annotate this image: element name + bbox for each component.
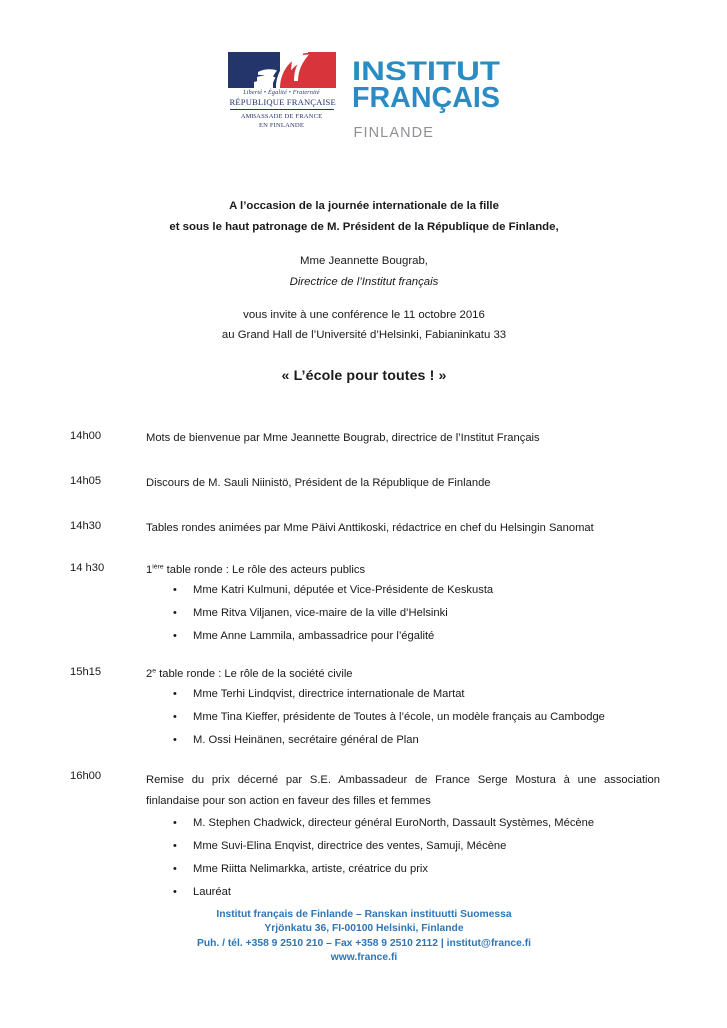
schedule-body xyxy=(146,562,660,648)
bullet-icon: • xyxy=(173,607,177,619)
round-heading-text: table ronde : Le rôle de la société civile xyxy=(156,668,353,680)
schedule-text: Discours de M. Sauli Niinistö, Président de la République de Finlande xyxy=(146,477,491,489)
round-heading-text: table ronde : Le rôle des acteurs publics xyxy=(163,564,366,576)
letterhead-logos xyxy=(0,52,727,141)
schedule-row xyxy=(70,520,660,537)
schedule-text: Mots de bienvenue par Mme Jeannette Bougrab, directrice de l’Institut Français xyxy=(146,432,540,444)
list-item xyxy=(146,706,660,729)
spacer xyxy=(70,447,660,475)
list-item xyxy=(146,625,660,648)
logo-group xyxy=(226,52,502,141)
svg-text:FRANÇAIS: FRANÇAIS xyxy=(351,82,500,114)
participant-name: M. Ossi Heinänen, secrétaire général de Plan xyxy=(193,734,419,746)
bullet-icon: • xyxy=(173,817,177,829)
list-item xyxy=(146,858,660,881)
list-item xyxy=(146,602,660,625)
institut-country-label: FINLANDE xyxy=(353,125,435,141)
schedule-time: 14 h30 xyxy=(70,562,105,574)
round-ordinal-suffix: ière xyxy=(152,563,164,571)
schedule-row xyxy=(70,562,660,648)
host-name: Mme Jeannette Bougrab, xyxy=(300,255,428,267)
list-item xyxy=(146,579,660,602)
schedule-body xyxy=(146,520,660,537)
bullet-icon: • xyxy=(173,630,177,642)
schedule-body xyxy=(146,666,660,752)
round-heading xyxy=(146,562,660,579)
list-item xyxy=(146,881,660,904)
invitation-line-1: vous invite à une conférence le 11 octobre 2016 xyxy=(243,309,485,321)
spacer xyxy=(70,648,660,666)
participant-name: Mme Katri Kulmuni, députée et Vice-Présidente de Keskusta xyxy=(193,584,494,596)
schedule-body xyxy=(146,770,660,904)
conference-title: « L’école pour toutes ! » xyxy=(281,368,447,384)
schedule-body xyxy=(146,430,660,447)
participant-name: M. Stephen Chadwick, directeur général EuroNorth, Dassault Systèmes, Mécène xyxy=(193,817,595,829)
participant-list xyxy=(146,812,660,904)
bullet-icon: • xyxy=(173,688,177,700)
round-heading xyxy=(146,666,660,683)
footer-line-1: Institut français de Finlande – Ranskan instituutti Suomessa xyxy=(216,909,512,920)
participant-list xyxy=(146,683,660,752)
participant-name: Lauréat xyxy=(193,886,231,898)
schedule-time: 14h30 xyxy=(70,520,102,532)
list-item xyxy=(146,835,660,858)
invitation-line-2: au Grand Hall de l’Université d’Helsinki, Fabianinkatu 33 xyxy=(221,329,507,341)
participant-name: Mme Riitta Nelimarkka, artiste, créatrice du prix xyxy=(193,863,428,875)
footer-website[interactable]: www.france.fi xyxy=(330,951,398,963)
schedule-row xyxy=(70,770,660,904)
ambassade-subtitle xyxy=(241,113,323,131)
participant-name: Mme Tina Kieffer, présidente de Toutes à l’école, un modèle français au Cambodge xyxy=(193,711,605,723)
round-ordinal-suffix: e xyxy=(152,667,157,675)
schedule-list xyxy=(70,430,660,904)
award-text-line-2: finlandaise pour son action en faveur des filles et femmes xyxy=(146,795,431,807)
republique-francaise-title: RÉPUBLIQUE FRANÇAISE xyxy=(230,97,334,110)
schedule-text: Tables rondes animées par Mme Päivi Anttikoski, rédactrice en chef du Helsingin Sanomat xyxy=(146,522,594,534)
spacer xyxy=(70,537,660,562)
schedule-time: 15h15 xyxy=(70,666,102,678)
schedule-time: 14h05 xyxy=(70,475,102,487)
devise-text: Liberté • Égalité • Fraternité xyxy=(243,90,320,96)
republique-francaise-logo xyxy=(226,52,338,131)
footer-line-2: Yrjönkatu 36, FI-00100 Helsinki, Finlande xyxy=(264,923,464,935)
bullet-icon: • xyxy=(173,584,177,596)
intro-line-2: et sous le haut patronage de M. Président de la République de Finlande, xyxy=(169,221,559,233)
list-item xyxy=(146,812,660,835)
ambassade-line-2: EN FINLANDE xyxy=(258,121,305,129)
svg-text:INSTITUT: INSTITUT xyxy=(351,56,501,86)
host-block xyxy=(68,251,660,293)
intro-line-1: A l’occasion de la journée internationale de la fille xyxy=(229,200,499,212)
spacer xyxy=(70,752,660,770)
schedule-time: 14h00 xyxy=(70,430,102,442)
bullet-icon: • xyxy=(173,863,177,875)
bullet-icon: • xyxy=(173,840,177,852)
schedule-body xyxy=(146,475,660,492)
participant-list xyxy=(146,579,660,648)
participant-name: Mme Anne Lammila, ambassadrice pour l’égalité xyxy=(193,630,435,642)
institut-francais-wordmark-icon xyxy=(352,55,502,121)
schedule-row xyxy=(70,430,660,447)
footer-line-3: Puh. / tél. +358 9 2510 210 – Fax +358 9 2510 2112 | institut@france.fi xyxy=(196,937,532,949)
round-ordinal: 1 xyxy=(146,564,153,576)
ambassade-line-1: AMBASSADE DE FRANCE xyxy=(240,113,323,120)
bullet-icon: • xyxy=(173,711,177,723)
participant-name: Mme Terhi Lindqvist, directrice internationale de Martat xyxy=(193,688,465,700)
document-footer xyxy=(68,908,660,965)
intro-heading xyxy=(68,196,660,238)
award-text-line-1: Remise du prix décerné par S.E. Ambassadeur de France Serge Mostura à une association xyxy=(146,774,660,786)
host-role: Directrice de l’Institut français xyxy=(289,276,439,288)
marianne-tricolore-icon xyxy=(228,52,336,88)
institut-francais-logo xyxy=(352,52,502,141)
list-item xyxy=(146,683,660,706)
schedule-row xyxy=(70,666,660,752)
participant-name: Mme Suvi-Elina Enqvist, directrice des ventes, Samuji, Mécène xyxy=(193,840,507,852)
round-ordinal: 2 xyxy=(146,668,153,680)
schedule-time: 16h00 xyxy=(70,770,102,782)
bullet-icon: • xyxy=(173,886,177,898)
schedule-row xyxy=(70,475,660,492)
bullet-icon: • xyxy=(173,734,177,746)
participant-name: Mme Ritva Viljanen, vice-maire de la ville d’Helsinki xyxy=(193,607,448,619)
spacer xyxy=(70,492,660,520)
list-item xyxy=(146,729,660,752)
invitation-block xyxy=(68,305,660,345)
